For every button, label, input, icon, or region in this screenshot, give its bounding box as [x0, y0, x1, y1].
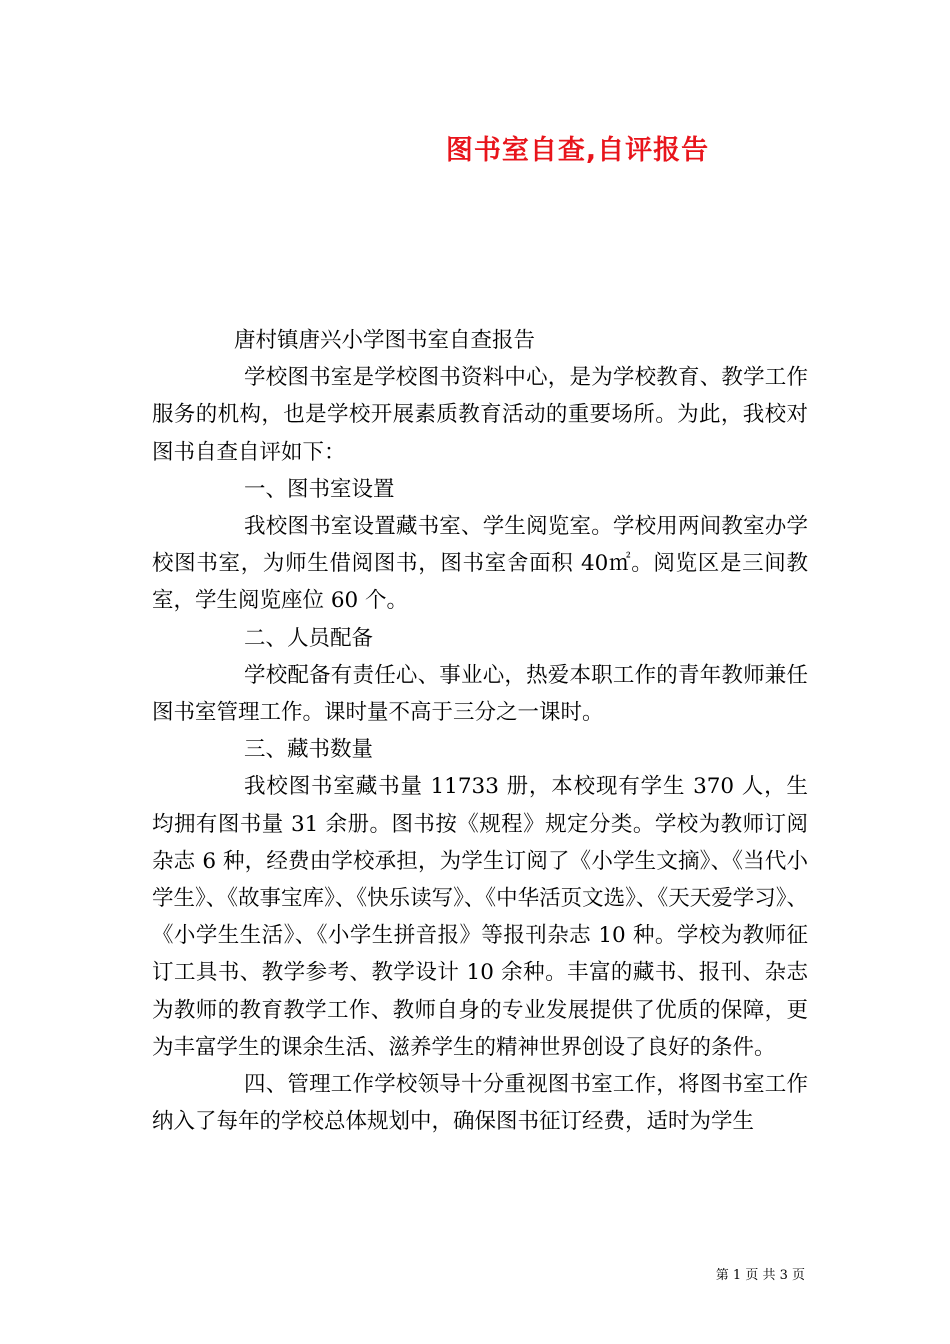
- section-heading-setup: 一、图书室设置: [244, 476, 395, 502]
- document-title: 图书室自查,自评报告: [445, 135, 710, 166]
- page-number: 第 1 页 共 3 页: [715, 1268, 805, 1283]
- document-subtitle: 唐村镇唐兴小学图书室自查报告: [234, 328, 536, 353]
- paragraph-intro: 学校图书室是学校图书资料中心，是为学校教育、教学工作服务的机构，也是学校开展素质教育活动的重要场所。为此，我校对图书自查自评如下：: [152, 365, 808, 465]
- section-heading-collection: 三、藏书数量: [244, 737, 374, 763]
- document-body: [152, 322, 808, 1140]
- paragraph-collection: 我校图书室藏书量 11733 册，本校现有学生 370 人，生均拥有图书量 31 余册。图书按《规程》规定分类。学校为教师订阅杂志 6 种，经费由学校承担，为学生订阅了《小学生文摘》、《当代小学生》、《故事宝库》、《快乐读写》、《中华活页文选》、《天天爱学习》、《小学生生活》、《小学生拼音报》等报刊杂志 10 种。学校为教师征订工具书、教学参考、教学设计 10 余种。丰富的藏书、报刊、杂志为教师的教育教学工作、教师自身的专业发展提供了优质的保障，更为丰富学生的课余生活、滋养学生的精神世界创设了良好的条件。: [152, 774, 808, 1060]
- paragraph-staff: 学校配备有责任心、事业心，热爱本职工作的青年教师兼任图书室管理工作。课时量不高于三分之一课时。: [152, 662, 808, 726]
- paragraph-setup: 我校图书室设置藏书室、学生阅览室。学校用两间教室办学校图书室，为师生借阅图书，图书室舍面积 40㎡。阅览区是三间教室，学生阅览座位 60 个。: [152, 514, 808, 614]
- paragraph-management: 四、管理工作学校领导十分重视图书室工作，将图书室工作纳入了每年的学校总体规划中，确保图书征订经费，适时为学生: [152, 1072, 808, 1135]
- section-heading-staff: 二、人员配备: [244, 625, 374, 651]
